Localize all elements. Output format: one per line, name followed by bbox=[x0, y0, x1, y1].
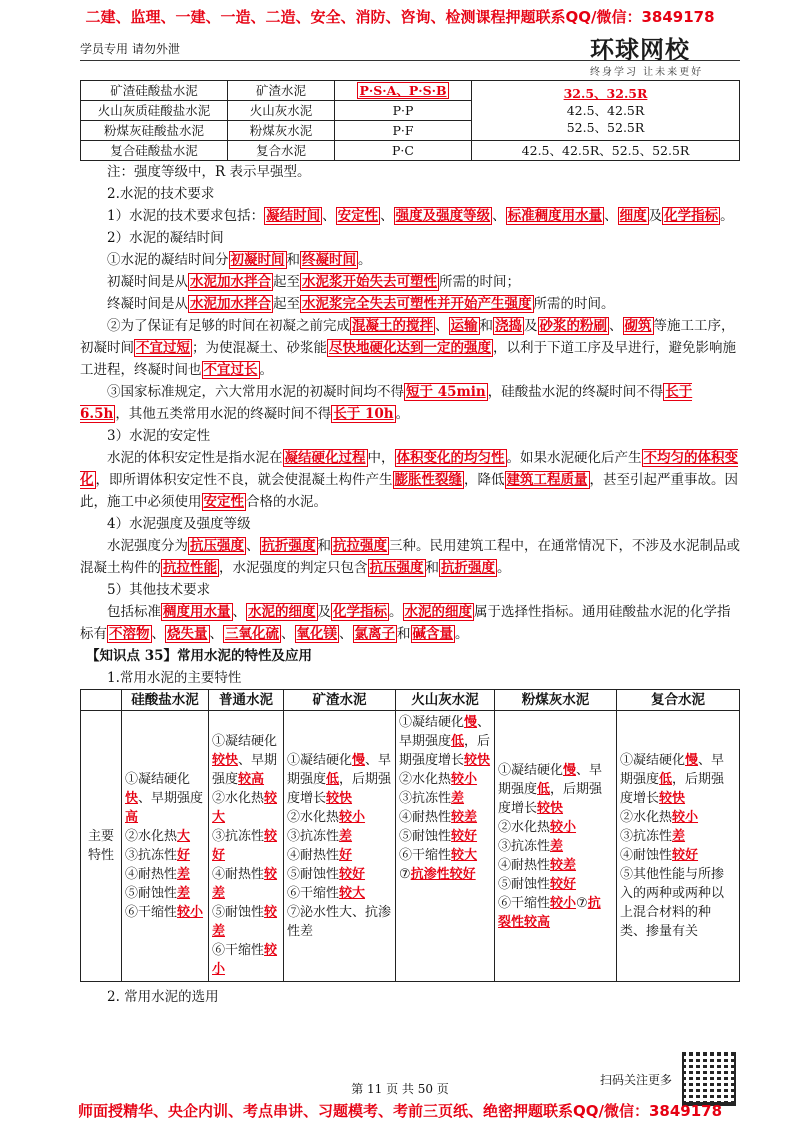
text: 三种。民用建筑工程中，在通常情况下，不涉及水泥制品或混凝土构件的 bbox=[80, 538, 740, 576]
table-cell: 火山灰质硅酸盐水泥 bbox=[81, 101, 228, 121]
text: 和 bbox=[397, 626, 411, 642]
text: 、 bbox=[209, 626, 223, 642]
table-header: 粉煤灰水泥 bbox=[495, 690, 617, 711]
table-cell: ①凝结硬化慢、早期强度低，后期强度增长较快 ②水化热较小 ③抗冻性差 ④耐热性好 ⑤耐蚀性较好 ⑥干缩性较大 ⑦泌水性大、抗渗性差 bbox=[284, 711, 396, 982]
paragraph bbox=[80, 447, 740, 513]
highlight-mark: 32.5、32.5R bbox=[563, 86, 648, 101]
knowledge-point-title: 【知识点 35】常用水泥的特性及应用 bbox=[86, 648, 312, 664]
text: 和 bbox=[317, 538, 331, 554]
highlight-mark: 水泥浆开始失去可塑性 bbox=[302, 274, 437, 290]
highlight-mark: 强度及强度等级 bbox=[395, 208, 491, 224]
text: 、 bbox=[339, 626, 353, 642]
paragraph bbox=[80, 249, 740, 271]
grade-text: 42.5、42.5R bbox=[566, 103, 645, 118]
text: ①水泥的凝结时间分 bbox=[107, 252, 229, 268]
text: ，其他五类常用水泥的终凝时间不得 bbox=[115, 406, 332, 422]
highlight-mark: 不宜过长 bbox=[203, 362, 258, 378]
note: 注：强度等级中，R 表示早强型。 bbox=[107, 164, 311, 180]
table-cell: 矿渣水泥 bbox=[228, 81, 335, 101]
paragraph bbox=[80, 205, 740, 227]
table-header-row bbox=[81, 690, 740, 711]
text: 起至 bbox=[273, 296, 300, 312]
highlight-mark: 长于 6.5h bbox=[80, 384, 693, 422]
text: ③国家标准规定，六大常用水泥的初凝时间均不得 bbox=[107, 384, 404, 400]
subsection-title: 5）其他技术要求 bbox=[107, 582, 211, 598]
text: 水泥的体积安定性是指水泥在 bbox=[107, 450, 283, 466]
text: 属于选择性指标。通用硅酸盐水泥的化学指标有 bbox=[80, 604, 731, 642]
highlight-mark: 抗压强度 bbox=[369, 560, 424, 576]
paragraph bbox=[80, 271, 740, 293]
bottom-banner: 师面授精华、央企内训、考点串讲、习题模考、考前三页纸、绝密押题联系QQ/微信：3849178 bbox=[77, 1102, 723, 1120]
highlight-mark: 凝结硬化过程 bbox=[284, 450, 366, 466]
table-cell: 粉煤灰水泥 bbox=[228, 121, 335, 141]
table-header bbox=[81, 690, 122, 711]
section-title: 2.水泥的技术要求 bbox=[107, 186, 215, 202]
document-body bbox=[80, 80, 740, 1008]
table-header: 复合水泥 bbox=[617, 690, 740, 711]
text: 和 bbox=[425, 560, 439, 576]
text: 和 bbox=[286, 252, 300, 268]
table-cell: 粉煤灰硅酸盐水泥 bbox=[81, 121, 228, 141]
highlight-mark: 水泥的细度 bbox=[248, 604, 316, 620]
highlight-mark: 体积变化的均匀性 bbox=[396, 450, 505, 466]
highlight-mark: 初凝时间 bbox=[230, 252, 285, 268]
highlight-mark: 安定性 bbox=[337, 208, 379, 224]
highlight-mark: 水泥加水拌合 bbox=[190, 296, 271, 312]
table-cell: ①凝结硬化较快、早期强度较高 ②水化热较大 ③抗冻性较好 ④耐热性较差 ⑤耐蚀性较差 ⑥干缩性较小 bbox=[209, 711, 284, 982]
highlight-mark: 抗压强度 bbox=[190, 538, 244, 554]
highlight-mark: 细度 bbox=[619, 208, 647, 224]
row-header: 主要特性 bbox=[81, 711, 122, 982]
text: 。 bbox=[259, 362, 273, 378]
section-title: 2. 常用水泥的选用 bbox=[107, 989, 219, 1005]
section-title: 1.常用水泥的主要特性 bbox=[107, 670, 242, 686]
text: 所需的时间； bbox=[439, 274, 520, 290]
logo-text: 环球网校 bbox=[590, 36, 690, 64]
text: 中， bbox=[367, 450, 395, 466]
highlight-mark: 三氧化硫 bbox=[225, 626, 279, 642]
text: 。 bbox=[358, 252, 372, 268]
table-cell: P·P bbox=[335, 101, 472, 121]
text: 水泥强度分为 bbox=[107, 538, 188, 554]
paragraph bbox=[80, 293, 740, 315]
table-cell: 矿渣硅酸盐水泥 bbox=[81, 81, 228, 101]
table-cell: ①凝结硬化快、早期强度高 ②水化热大 ③抗冻性好 ④耐热性差 ⑤耐蚀性差 ⑥干缩性较小 bbox=[122, 711, 209, 982]
table-header: 硅酸盐水泥 bbox=[122, 690, 209, 711]
highlight-mark: 短于 45min bbox=[406, 384, 486, 400]
logo bbox=[590, 30, 740, 78]
highlight-mark: 水泥加水拌合 bbox=[190, 274, 271, 290]
paragraph bbox=[80, 381, 740, 425]
table-cell bbox=[472, 81, 740, 141]
subsection-title: 4）水泥强度及强度等级 bbox=[107, 516, 251, 532]
text: 。 bbox=[395, 406, 410, 422]
text: 包括标准 bbox=[107, 604, 161, 620]
highlight-mark: 不溶物 bbox=[109, 626, 150, 642]
highlight-mark: 氯离子 bbox=[354, 626, 395, 642]
table-header: 普通水泥 bbox=[209, 690, 284, 711]
highlight-mark: 氧化镁 bbox=[296, 626, 337, 642]
text: ，即所谓体积安定性不良，就会使混凝土构件产生 bbox=[95, 472, 393, 488]
text: 起至 bbox=[273, 274, 300, 290]
highlight-mark: 尽快地硬化达到一定的强度 bbox=[329, 340, 491, 356]
header-divider bbox=[80, 60, 740, 61]
text: 、 bbox=[322, 208, 336, 224]
grade-text: 52.5、52.5R bbox=[566, 120, 645, 135]
highlight-mark: 砌筑 bbox=[624, 318, 652, 334]
table-row bbox=[81, 81, 740, 101]
text: 。 bbox=[455, 626, 469, 642]
text: 。 bbox=[497, 560, 511, 576]
text: 终凝时间是从 bbox=[107, 296, 188, 312]
logo-slogan: 终身学习 让未来更好 bbox=[590, 67, 704, 78]
text: 等施工工序，初凝时间 bbox=[80, 318, 735, 356]
table-cell: 复合硅酸盐水泥 bbox=[81, 141, 228, 161]
cement-properties-table bbox=[80, 689, 740, 982]
highlight-mark: 水泥的细度 bbox=[404, 604, 472, 620]
table-header: 矿渣水泥 bbox=[284, 690, 396, 711]
top-banner: 二建、监理、一建、一造、二造、安全、消防、咨询、检测课程押题联系QQ/微信：3849178 bbox=[85, 8, 715, 26]
highlight-mark: 稠度用水量 bbox=[163, 604, 231, 620]
header-notice: 学员专用 请勿外泄 bbox=[80, 42, 180, 56]
highlight-mark: 建筑工程质量 bbox=[506, 472, 588, 488]
text: 、 bbox=[492, 208, 506, 224]
paragraph bbox=[80, 601, 740, 645]
highlight-mark: P·S·A、P·S·B bbox=[359, 83, 447, 98]
text: 及 bbox=[648, 208, 663, 224]
table-header: 火山灰水泥 bbox=[396, 690, 495, 711]
text: 及 bbox=[317, 604, 331, 620]
highlight-mark: 水泥浆完全失去可塑性并开始产生强度 bbox=[302, 296, 532, 312]
text: 、 bbox=[151, 626, 165, 642]
table-cell: 复合水泥 bbox=[228, 141, 335, 161]
highlight-mark: 混凝土的搅拌 bbox=[352, 318, 433, 334]
highlight-mark: 不宜过短 bbox=[136, 340, 190, 356]
text: 。如果水泥硬化后产生 bbox=[506, 450, 642, 466]
text: 初凝时间是从 bbox=[107, 274, 188, 290]
text: ，以利于下道工序及早进行，避免影响施工进程，终凝时间也 bbox=[80, 340, 736, 378]
table-cell: P·C bbox=[335, 141, 472, 161]
table-cell: ①凝结硬化慢、早期强度低，后期强度增长较快 ②水化热较小 ③抗冻性差 ④耐热性较差 ⑤耐蚀性较好 ⑥干缩性较大 ⑦抗渗性较好 bbox=[396, 711, 495, 982]
text: ，水泥强度的判定只包含 bbox=[219, 560, 368, 576]
subsection-title: 2）水泥的凝结时间 bbox=[107, 230, 224, 246]
highlight-mark: 化学指标 bbox=[664, 208, 719, 224]
highlight-mark: 不均匀的体积变化 bbox=[80, 450, 738, 488]
text: 。 bbox=[389, 604, 403, 620]
highlight-mark: 凝结时间 bbox=[266, 208, 321, 224]
text: 、 bbox=[380, 208, 394, 224]
table-cell: P·F bbox=[335, 121, 472, 141]
text: 、 bbox=[246, 538, 260, 554]
highlight-mark: 烧失量 bbox=[167, 626, 208, 642]
table-cell: ①凝结硬化慢、早期强度低，后期强度增长较快 ②水化热较小 ③抗冻性差 ④耐热性较差 ⑤耐蚀性较好 ⑥干缩性较小⑦抗裂性较高 bbox=[495, 711, 617, 982]
text: ，甚至引起严重事故。因此，施工中必须使用 bbox=[80, 472, 738, 510]
highlight-mark: 膨胀性裂缝 bbox=[394, 472, 462, 488]
cement-grade-table bbox=[80, 80, 740, 161]
highlight-mark: 化学指标 bbox=[333, 604, 387, 620]
text: ，降低 bbox=[464, 472, 505, 488]
highlight-mark: 浇捣 bbox=[495, 318, 522, 334]
table-cell bbox=[335, 81, 472, 101]
highlight-mark: 抗折强度 bbox=[441, 560, 495, 576]
highlight-mark: 运输 bbox=[450, 318, 478, 334]
paragraph: ②为了保证有足够的时间在初凝之前完成 混凝土的搅拌 、 运输 和 浇捣 及 砂浆的粉刷 、 砌筑 等施工工序，初凝时间 不宜过短 ；为使混凝土、砂浆能 尽快地硬化达到一定的强度 ，以利于下道工序及早进行，避免影响施工进程，终凝时间也 不宜过长 。 bbox=[80, 318, 736, 378]
highlight-mark: 砂浆的粉刷 bbox=[539, 318, 607, 334]
text: ②为了保证有足够的时间在初凝之前完成 bbox=[107, 318, 350, 334]
table-cell: 42.5、42.5R、52.5、52.5R bbox=[472, 141, 740, 161]
text: 合格的水泥。 bbox=[246, 494, 327, 510]
text: ；为使混凝土、砂浆能 bbox=[192, 340, 327, 356]
table-row bbox=[81, 711, 740, 982]
paragraph bbox=[80, 535, 740, 579]
highlight-mark: 抗拉性能 bbox=[163, 560, 217, 576]
highlight-mark: 标准稠度用水量 bbox=[507, 208, 603, 224]
highlight-mark: 安定性 bbox=[203, 494, 244, 510]
highlight-mark: 抗折强度 bbox=[261, 538, 316, 554]
subsection-title: 3）水泥的安定性 bbox=[107, 428, 211, 444]
page-number: 第 11 页 共 50 页 bbox=[351, 1082, 449, 1096]
table-row bbox=[81, 141, 740, 161]
text: 所需的时间。 bbox=[533, 296, 615, 312]
qr-label: 扫码关注更多 bbox=[600, 1073, 673, 1087]
text: 、 bbox=[232, 604, 246, 620]
highlight-mark: 碱含量 bbox=[412, 626, 453, 642]
text: 。 bbox=[720, 208, 734, 224]
text: 、 bbox=[604, 208, 618, 224]
highlight-mark: 长于 10h bbox=[333, 406, 394, 422]
text: ，硅酸盐水泥的终凝时间不得 bbox=[487, 384, 664, 400]
table-cell: 火山灰水泥 bbox=[228, 101, 335, 121]
table-cell: ①凝结硬化慢、早期强度低，后期强度增长较快 ②水化热较小 ③抗冻性差 ④耐蚀性较好 ⑤其他性能与所掺入的两种或两种以上混合材料的种类、掺量有关 bbox=[617, 711, 740, 982]
highlight-mark: 终凝时间 bbox=[302, 252, 356, 268]
text: 1）水泥的技术要求包括： bbox=[107, 208, 265, 224]
highlight-mark: 抗拉强度 bbox=[333, 538, 387, 554]
text: 、 bbox=[281, 626, 295, 642]
